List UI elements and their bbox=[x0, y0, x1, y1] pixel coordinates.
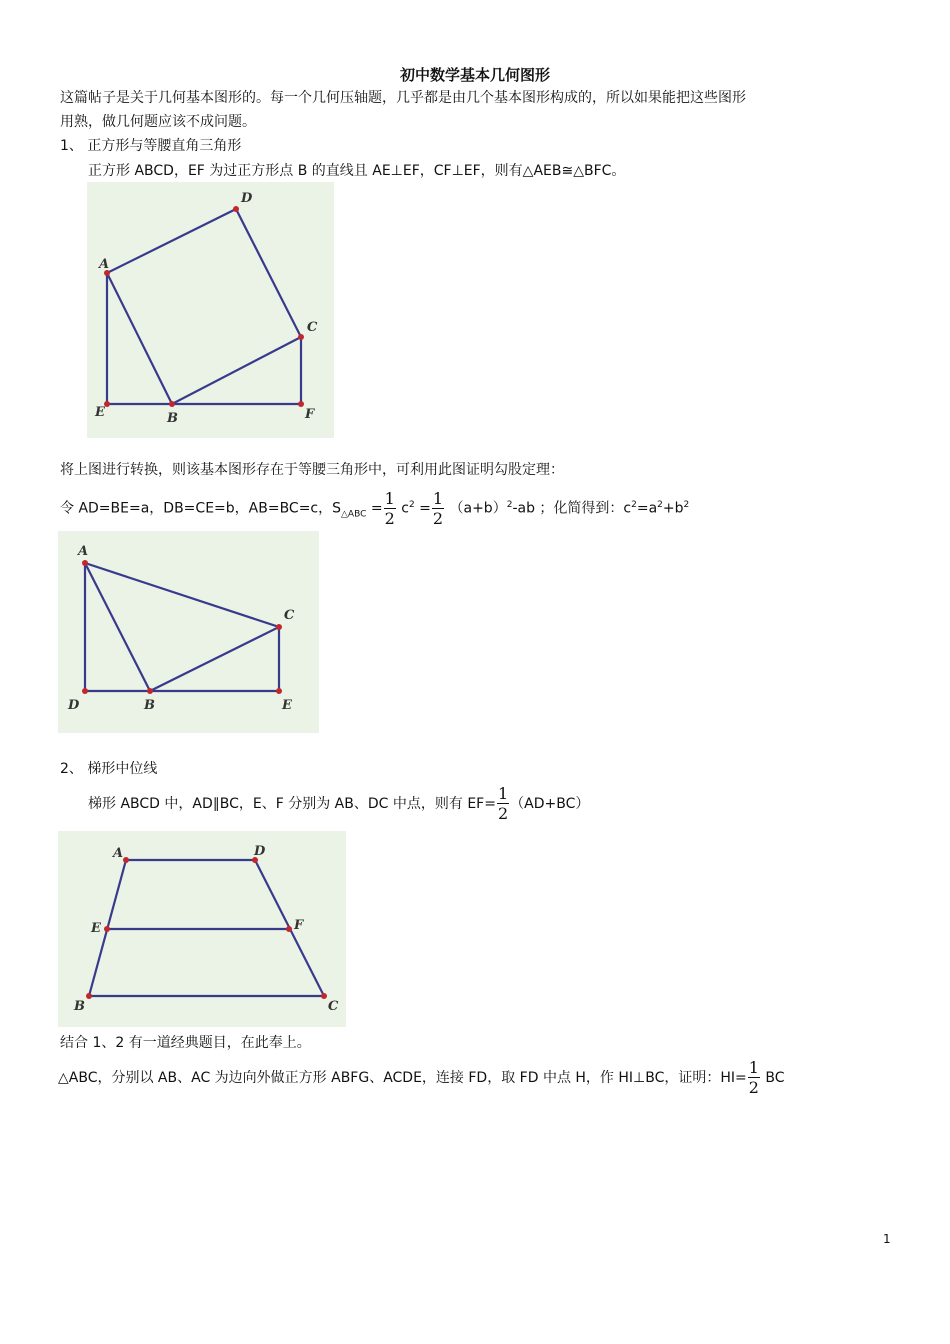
section-1-heading: 1、 正方形与等腰直角三角形 bbox=[60, 138, 242, 154]
statement-part: 梯形 ABCD 中，AD∥BC，E、F 分别为 AB、DC 中点，则有 EF= bbox=[88, 796, 496, 812]
intro-line-1: 这篇帖子是关于几何基本图形的。每一个几何压轴题，几乎都是由几个基本图形构成的，所以如果能把这些图形 bbox=[60, 90, 746, 106]
label-a: A bbox=[78, 544, 89, 559]
pythagorean-formula bbox=[60, 487, 689, 532]
label-a: A bbox=[99, 257, 110, 272]
formula-part: =a bbox=[636, 500, 658, 517]
fraction-denominator: 2 bbox=[432, 508, 444, 528]
fraction-numerator: 1 bbox=[748, 1058, 759, 1077]
fraction-denominator: 2 bbox=[748, 1078, 759, 1097]
formula-exponent: 2 bbox=[408, 500, 415, 510]
formula-exponent: 2 bbox=[683, 500, 690, 510]
label-d: D bbox=[254, 844, 266, 859]
fraction-denominator: 2 bbox=[497, 804, 509, 823]
label-f: F bbox=[305, 407, 315, 422]
label-b: B bbox=[144, 698, 155, 713]
classic-problem bbox=[58, 1058, 785, 1098]
label-e: E bbox=[91, 921, 101, 936]
fraction-half bbox=[748, 1060, 760, 1096]
fraction-numerator: 1 bbox=[432, 488, 444, 508]
formula-exponent: 2 bbox=[631, 500, 637, 510]
formula-part: = bbox=[414, 500, 431, 517]
formula-exponent: 2 bbox=[506, 500, 513, 510]
page-number: 1 bbox=[883, 1232, 891, 1246]
formula-part: 令 AD=BE=a，DB=CE=b，AB=BC=c，S bbox=[60, 500, 342, 517]
figure-2-svg bbox=[58, 531, 319, 733]
label-f: F bbox=[294, 918, 304, 933]
label-e: E bbox=[282, 698, 292, 713]
label-d: D bbox=[241, 191, 253, 206]
section-2-heading: 2、 梯形中位线 bbox=[60, 761, 158, 777]
formula-part: = bbox=[366, 500, 383, 517]
formula-part: -ab ；化简得到：c bbox=[512, 500, 632, 517]
formula-subscript: △ABC bbox=[341, 509, 367, 520]
fraction-half bbox=[432, 488, 444, 528]
intro-line-2: 用熟，做几何题应该不成问题。 bbox=[60, 114, 256, 130]
label-c: C bbox=[307, 320, 318, 335]
fraction-half bbox=[384, 488, 396, 528]
statement-part: （AD+BC） bbox=[510, 796, 590, 812]
formula-part: （a+b） bbox=[445, 500, 507, 517]
fraction-numerator: 1 bbox=[384, 488, 395, 508]
formula-part: +b bbox=[662, 500, 684, 517]
problem-part: △ABC，分别以 AB、AC 为边向外做正方形 ABFG、ACDE，连接 FD，取 FD 中点 H，作 HI⊥BC，证明：HI= bbox=[58, 1070, 747, 1086]
label-b: B bbox=[167, 411, 178, 426]
transform-text: 将上图进行转换，则该基本图形存在于等腰三角形中，可利用此图证明勾股定理： bbox=[60, 462, 564, 478]
label-e: E bbox=[95, 405, 105, 420]
figure-trapezoid-midline bbox=[58, 831, 346, 1027]
label-c: C bbox=[328, 999, 339, 1014]
figure-square-and-right-triangle bbox=[87, 182, 334, 438]
section-2-statement bbox=[88, 784, 589, 824]
formula-part: c bbox=[396, 500, 409, 517]
page-title: 初中数学基本几何图形 bbox=[399, 66, 550, 84]
fraction-denominator: 2 bbox=[384, 508, 395, 528]
figure-isosceles-triangle bbox=[58, 531, 319, 733]
combo-text: 结合 1、2 有一道经典题目，在此奉上。 bbox=[60, 1035, 311, 1051]
label-a: A bbox=[113, 846, 124, 861]
section-1-statement: 正方形 ABCD，EF 为过正方形点 B 的直线且 AE⊥EF，CF⊥EF，则有△AEB≅△BFC。 bbox=[88, 163, 626, 179]
formula-exponent: 2 bbox=[657, 500, 663, 510]
label-d: D bbox=[68, 698, 80, 713]
label-c: C bbox=[284, 608, 295, 623]
figure-1-svg bbox=[87, 182, 334, 438]
label-b: B bbox=[74, 999, 85, 1014]
fraction-half bbox=[497, 786, 509, 822]
fraction-numerator: 1 bbox=[497, 784, 509, 803]
problem-part: BC bbox=[760, 1070, 785, 1086]
figure-3-svg bbox=[58, 831, 346, 1027]
